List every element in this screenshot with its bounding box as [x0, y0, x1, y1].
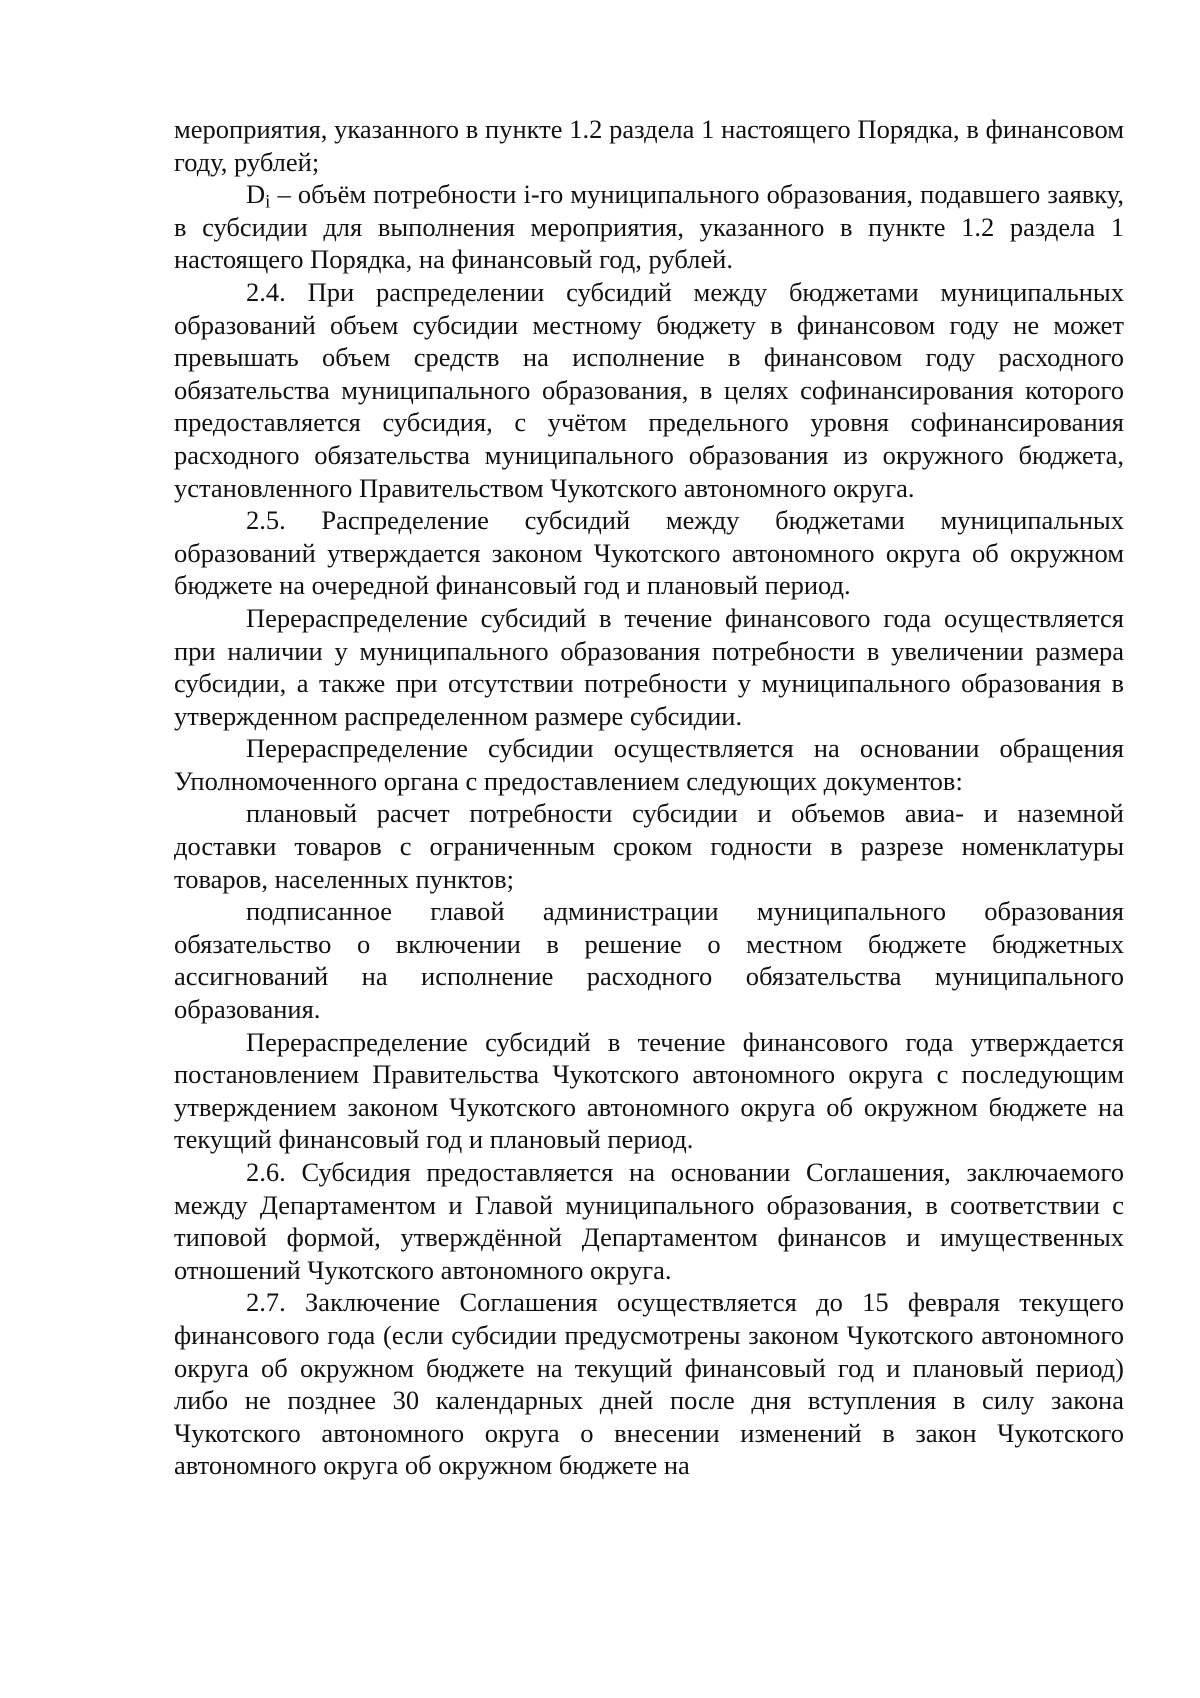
paragraph-continuation: мероприятия, указанного в пункте 1.2 раздела 1 настоящего Порядка, в финансовом году, рублей;: [174, 114, 1124, 177]
paragraph-redistribution-approval: Перераспределение субсидий в течение финансового года утверждается постановлением Правительства Чукотского автономного округа с последующим утверждением законом Чукотского автономного округа об окружном бюджете на текущий финансовый год и плановый период.: [174, 1026, 1124, 1155]
paragraph-2-4: 2.4. При распределении субсидий между бюджетами муниципальных образований объем субсидии местному бюджету в финансовом году не может превышать объем средств на исполнение в финансовом году расходного обязательства муниципального образования, в целях софинансирования которого предоставляется субсидия, с учётом предельного уровня софинансирования расходного обязательства муниципального образования из окружного бюджета, установленного Правительством Чукотского автономного округа.: [174, 276, 1124, 503]
variable-definition-text: – объём потребности i-го муниципального образования, подавшего заявку, в субсидии для выполнения мероприятия, указанного в пункте 1.2 раздела 1 настоящего Порядка, на финансовый год, рублей.: [174, 179, 1125, 275]
paragraph-redistribution-basis: Перераспределение субсидии осуществляется на основании обращения Уполномоченного органа с предоставлением следующих документов:: [174, 733, 1124, 796]
paragraph-variable-definition: [174, 178, 1124, 276]
document-page: [174, 113, 1124, 1482]
variable-base: D: [246, 179, 266, 210]
variable-subscript: i: [265, 191, 271, 213]
paragraph-document-calculation: плановый расчет потребности субсидии и объемов авиа- и наземной доставки товаров с ограниченным сроком годности в разрезе номенклатуры товаров, населенных пунктов;: [174, 798, 1124, 894]
paragraph-redistribution-conditions: Перераспределение субсидий в течение финансового года осуществляется при наличии у муниципального образования потребности в увеличении размера субсидии, а также при отсутствии потребности у муниципального образования в утвержденном распределенном размере субсидии.: [174, 602, 1124, 731]
paragraph-2-7: 2.7. Заключение Соглашения осуществляется до 15 февраля текущего финансового года (если субсидии предусмотрены законом Чукотского автономного округа об окружном бюджете на текущий финансовый год и плановый период) либо не позднее 30 календарных дней после дня вступления в силу закона Чукотского автономного округа о внесении изменений в закон Чукотского автономного округа об окружном бюджете на: [174, 1287, 1124, 1481]
variable-symbol: [246, 179, 271, 213]
paragraph-2-6: 2.6. Субсидия предоставляется на основании Соглашения, заключаемого между Департаментом и Главой муниципального образования, в соответствии с типовой формой, утверждённой Департаментом финансов и имущественных отношений Чукотского автономного округа.: [174, 1157, 1124, 1285]
paragraph-document-obligation: подписанное главой администрации муниципального образования обязательство о включении в решение о местном бюджете бюджетных ассигнований на исполнение расходного обязательства муниципального образования.: [174, 896, 1124, 1025]
paragraph-2-5: 2.5. Распределение субсидий между бюджетами муниципальных образований утверждается законом Чукотского автономного округа об окружном бюджете на очередной финансовый год и плановый период.: [174, 505, 1124, 601]
